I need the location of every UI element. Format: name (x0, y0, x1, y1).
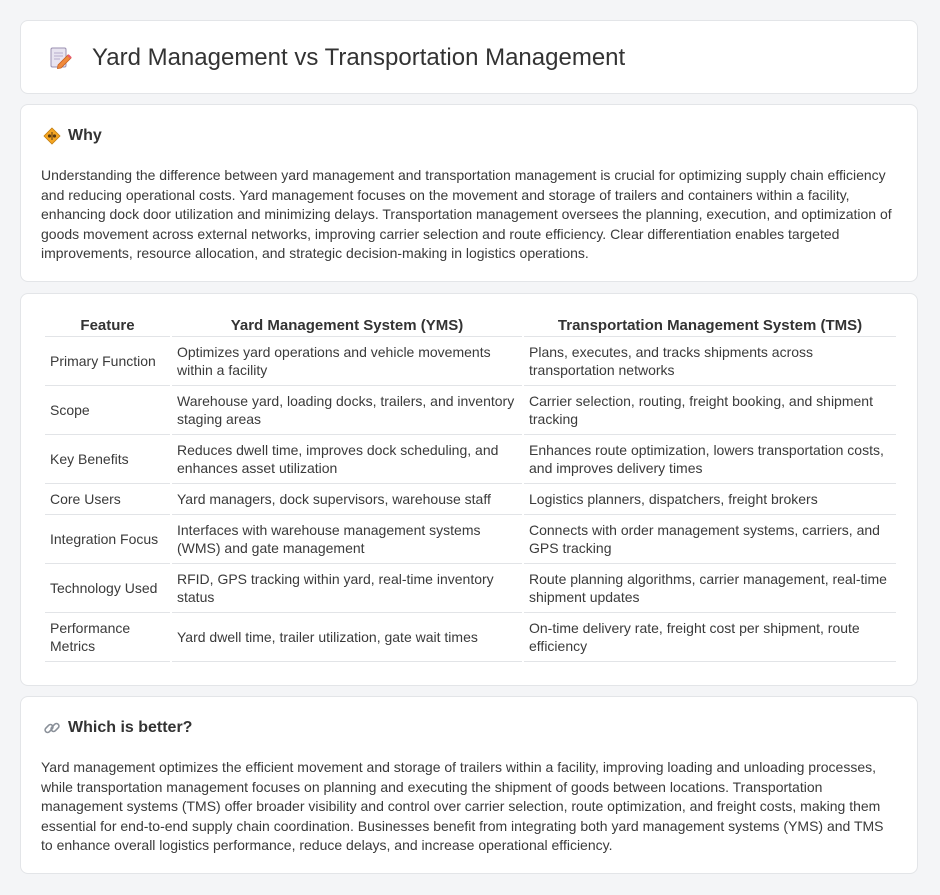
better-heading: Which is better? (68, 719, 193, 736)
better-header (43, 719, 192, 737)
feature-cell: Core Users (45, 484, 170, 515)
yms-cell: Yard managers, dock supervisors, warehouse staff (172, 484, 522, 515)
tms-cell: Carrier selection, routing, freight booking, and shipment tracking (524, 386, 896, 435)
tms-cell: On-time delivery rate, freight cost per shipment, route efficiency (524, 613, 896, 662)
header-tms: Transportation Management System (TMS) (524, 316, 896, 337)
tms-cell: Route planning algorithms, carrier management, real-time shipment updates (524, 564, 896, 613)
title-row (47, 43, 625, 73)
comparison-table (43, 316, 898, 662)
better-section (20, 696, 918, 874)
table-row (45, 337, 896, 386)
table-row (45, 515, 896, 564)
page-title: Yard Management vs Transportation Management (92, 44, 626, 71)
header-yms: Yard Management System (YMS) (172, 316, 522, 337)
yms-cell: Reduces dwell time, improves dock scheduling, and enhances asset utilization (172, 435, 522, 484)
tms-cell: Plans, executes, and tracks shipments across transportation networks (524, 337, 896, 386)
why-header (43, 127, 102, 145)
why-paragraph: Understanding the difference between yard management and transportation management is crucial for optimizing supply chain efficiency and reducing operational costs. Yard management focuses on the movement and storage of trailers and containers within a facility, enhancing dock door utilization and minimizing delays. Transportation management oversees the planning, execution, and optimization of goods movement across external networks, improving carrier selection and route efficiency. Clear differentiation enables targeted improvements, resource allocation, and strategic decision-making in logistics operations. (41, 167, 892, 261)
title-card (20, 20, 918, 94)
feature-cell: Integration Focus (45, 515, 170, 564)
document-pencil-icon (47, 45, 73, 71)
feature-cell: Scope (45, 386, 170, 435)
yms-cell: Interfaces with warehouse management systems (WMS) and gate management (172, 515, 522, 564)
tms-cell: Connects with order management systems, carriers, and GPS tracking (524, 515, 896, 564)
comparison-section (20, 293, 918, 686)
tms-cell: Enhances route optimization, lowers transportation costs, and improves delivery times (524, 435, 896, 484)
feature-cell: Technology Used (45, 564, 170, 613)
tms-cell: Logistics planners, dispatchers, freight brokers (524, 484, 896, 515)
table-row (45, 435, 896, 484)
table-row (45, 564, 896, 613)
header-feature: Feature (45, 316, 170, 337)
feature-cell: Performance Metrics (45, 613, 170, 662)
link-icon (43, 719, 61, 737)
why-heading: Why (68, 127, 102, 144)
yms-cell: RFID, GPS tracking within yard, real-time inventory status (172, 564, 522, 613)
yms-cell: Yard dwell time, trailer utilization, gate wait times (172, 613, 522, 662)
table-row (45, 484, 896, 515)
feature-cell: Primary Function (45, 337, 170, 386)
feature-cell: Key Benefits (45, 435, 170, 484)
why-section (20, 104, 918, 282)
table-row (45, 386, 896, 435)
table-header-row (45, 316, 896, 337)
better-paragraph: Yard management optimizes the efficient movement and storage of trailers within a facility, improving loading and unloading processes, while transportation management focuses on planning and executing the shipment of goods between locations. Transportation management systems (TMS) offer broader visibility and control over carrier selection, route optimization, and freight costs, making them essential for end-to-end supply chain coordination. Businesses benefit from integrating both yard management systems (YMS) and TMS to enhance overall logistics performance, reduce delays, and increase operational efficiency. (41, 759, 884, 853)
yms-cell: Optimizes yard operations and vehicle movements within a facility (172, 337, 522, 386)
diamond-sign-icon (43, 127, 61, 145)
yms-cell: Warehouse yard, loading docks, trailers, and inventory staging areas (172, 386, 522, 435)
table-row (45, 613, 896, 662)
